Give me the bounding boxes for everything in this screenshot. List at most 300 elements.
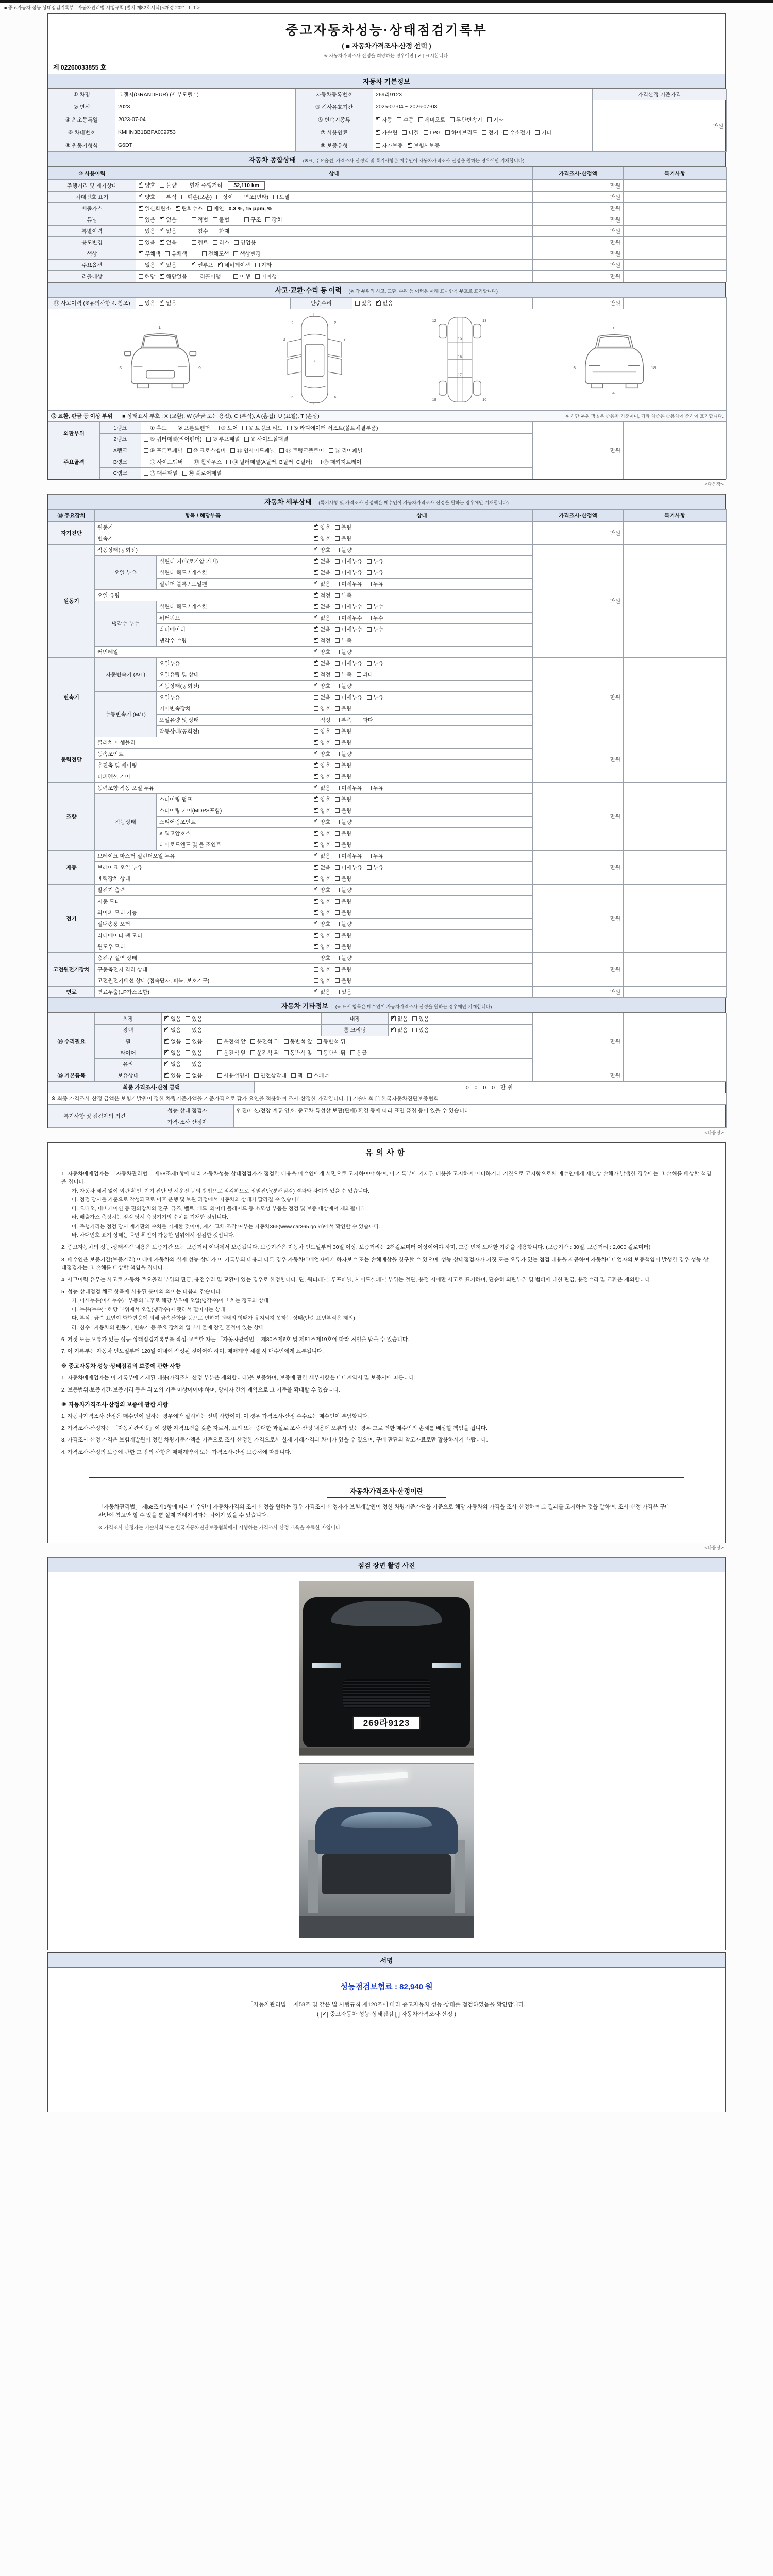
detail-item: 구동축전지 격리 상태 <box>95 964 311 975</box>
insurance-fee-label: 성능점검보험료 : <box>340 1982 397 1992</box>
note-cell <box>624 203 727 214</box>
overall-note: (※표, 주요옵션, 가격조사·산정액 및 특기사항은 매수인이 자동차가격조사·산정을 원하는 경우에만 기재합니다) <box>303 158 525 163</box>
checkbox-checked <box>408 143 412 148</box>
trans-label: ⑤ 변속기종류 <box>296 113 373 126</box>
note-cell <box>624 214 727 226</box>
option-checked: ✔ 없음 <box>314 660 330 667</box>
car-diagram-underbody <box>415 313 505 406</box>
overall-item-label: 주요옵션 <box>48 260 136 271</box>
notice-line: 1. 자동차매매업자는 이 기록부에 기재된 내용(가격조사·산정 부분은 제외합니다)을 보증하며, 보증에 관한 세부사항은 매매계약서 및 보증서에 따릅니다. <box>61 1375 416 1381</box>
detail-state <box>311 669 533 681</box>
checkbox-checked <box>314 638 318 643</box>
final-price-row <box>48 1082 727 1093</box>
option-checked: ✔ 양호 <box>314 876 330 882</box>
opinion-row-2 <box>48 1116 727 1128</box>
checkbox-unchecked <box>250 1050 255 1055</box>
checkbox-unchecked <box>335 978 340 983</box>
option-unchecked: 부식 <box>160 194 176 200</box>
detail-item: 배력장치 상태 <box>95 873 311 885</box>
option-unchecked: 동반석 뒤 <box>317 1050 346 1056</box>
option-unchecked: 구조 <box>244 217 261 223</box>
basic-items-row <box>48 1070 727 1081</box>
option-unchecked: 누수 <box>367 626 383 633</box>
option-unchecked: ⑲ 패키지트레이 <box>317 459 361 465</box>
repair-item-label: 타이어 <box>95 1047 162 1059</box>
rank-label: 2랭크 <box>100 434 141 445</box>
overall-state-cell <box>136 180 533 192</box>
checkbox-unchecked <box>335 650 340 654</box>
detail-note: (특기사항 및 가격조사·산정액은 매수인이 자동차가격조사·산정을 원하는 경우에만 기재합니다) <box>318 500 509 505</box>
checkbox-checked <box>160 217 164 222</box>
option-unchecked: 과다 <box>357 672 373 678</box>
device-group: 연료 <box>48 987 95 998</box>
rank-label: 1랭크 <box>100 422 141 434</box>
overall-col-use: ⑩ 사용이력 <box>48 167 136 180</box>
detail-row <box>48 545 727 556</box>
note-cell <box>624 783 727 851</box>
detail-item: 오일누유 <box>157 658 311 669</box>
car-windshield-reflection <box>341 1812 432 1828</box>
accident-note: (※ 각 부위의 사고, 교환, 수리 등 이력은 아래 표시항목 부호로 표기합니다) <box>348 289 498 294</box>
option-unchecked: 양호 <box>314 967 330 973</box>
inspector-role: 성능·상태 점검자 <box>141 1105 234 1116</box>
vin-value: KMHN3B1BBPA009753 <box>115 126 296 139</box>
detail-item: 작동상태(공회전) <box>157 681 311 692</box>
detail-item: 추진축 및 베어링 <box>95 760 311 771</box>
signature-title-bar <box>48 1953 725 1968</box>
car-diagram-cell <box>48 309 727 411</box>
option-checked: ✔ 양호 <box>314 921 330 927</box>
option-unchecked: 운전석 앞 <box>217 1039 246 1045</box>
checkbox-unchecked <box>335 718 340 722</box>
checkbox-unchecked <box>186 1073 190 1078</box>
svg-text:18: 18 <box>432 397 436 402</box>
option-unchecked: 불량 <box>335 740 351 746</box>
checkbox-unchecked <box>217 1039 222 1044</box>
basic-row-2 <box>48 100 727 113</box>
notice-line: 6. 거짓 또는 오류가 있는 성능·상태점검기록부를 작성·교부한 자는 「자동차관리법」 제80조제6호 및 제81조제19호에 따라 처벌을 받을 수 있습니다. <box>61 1336 409 1343</box>
accident-history-row <box>48 298 727 309</box>
option-unchecked: 수동 <box>397 117 413 123</box>
detail-state <box>311 579 533 590</box>
option-group <box>244 217 287 223</box>
rank-table <box>48 422 727 479</box>
option-unchecked: 불량 <box>335 751 351 757</box>
option-unchecked: 누유 <box>367 581 383 587</box>
option-checked: ✔ 네비게이션 <box>218 262 250 268</box>
repair-item-state <box>162 1025 322 1036</box>
checkbox-unchecked <box>335 627 340 632</box>
overall-state-cell <box>136 248 533 260</box>
section-photos <box>47 1557 726 1950</box>
extra-label: 현재 주행거리 <box>189 182 223 189</box>
option-unchecked: 과다 <box>357 717 373 723</box>
checkbox-unchecked <box>335 956 340 960</box>
checkbox-unchecked <box>192 217 196 222</box>
checkbox-unchecked <box>314 706 318 711</box>
checkbox-unchecked <box>192 240 196 245</box>
overall-table <box>48 167 727 282</box>
svg-text:3: 3 <box>283 336 285 342</box>
checkbox-unchecked <box>314 956 318 960</box>
detail-state <box>311 635 533 647</box>
section-overview <box>47 13 726 480</box>
note-cell <box>624 226 727 237</box>
overall-title-bar <box>48 152 725 167</box>
note-cell <box>624 885 727 953</box>
accident-title-bar <box>48 282 725 297</box>
detail-state <box>311 624 533 635</box>
legal-confirmation-line: 「자동차관리법」 제58조 및 같은 법 시행규칙 제120조에 따라 중고자동차 성능·상태를 점검하였음을 확인합니다. <box>247 2002 526 2008</box>
option-checked: ✔ 양호 <box>314 536 330 542</box>
next-page-marker: <다음장> <box>704 482 724 487</box>
option-unchecked: 있음 <box>412 1016 429 1022</box>
checkbox-checked <box>314 876 318 881</box>
car-headlight-left <box>312 1663 341 1668</box>
svg-text:3: 3 <box>343 336 346 342</box>
checkbox-unchecked <box>335 593 340 598</box>
basic-items-state <box>162 1070 533 1081</box>
option-unchecked: 동반석 뒤 <box>317 1039 346 1045</box>
option-unchecked: 불량 <box>160 182 176 189</box>
note-cell <box>624 260 727 271</box>
option-checked: ✔ 없음 <box>160 240 176 246</box>
checkbox-unchecked <box>335 899 340 904</box>
detail-row <box>48 737 727 749</box>
option-unchecked: 있음 <box>186 1039 202 1045</box>
option-checked: ✔ 없음 <box>164 1039 181 1045</box>
final-price-value: 0 0 0 0 만원 <box>255 1082 727 1093</box>
car-underbody <box>322 1854 451 1894</box>
option-unchecked: ⑦ 루프패널 <box>206 436 240 443</box>
note-cell <box>624 1070 727 1081</box>
detail-state <box>311 919 533 930</box>
rank-parts <box>141 434 533 445</box>
detail-state <box>311 862 533 873</box>
checkbox-unchecked <box>217 1073 222 1078</box>
device-group: 자기진단 <box>48 522 95 545</box>
checkbox-unchecked <box>335 616 340 620</box>
overall-row <box>48 260 727 271</box>
detail-item: 브레이크 오일 누유 <box>95 862 311 873</box>
svg-text:18: 18 <box>651 365 656 370</box>
detail-state <box>311 783 533 794</box>
price-cell: 만원 <box>533 658 624 737</box>
detail-state <box>311 681 533 692</box>
device-group: 고전원전기장치 <box>48 953 95 987</box>
overall-state-cell <box>136 271 533 282</box>
checkbox-unchecked <box>367 854 372 858</box>
option-unchecked: 미세누유 <box>335 581 362 587</box>
checkbox-unchecked <box>335 570 340 575</box>
device-subgroup: 수동변속기 (M/T) <box>95 692 157 737</box>
detail-state <box>311 567 533 579</box>
device-group: 전기 <box>48 885 95 953</box>
first-reg-value: 2023-07-04 <box>115 113 296 126</box>
option-unchecked: 불량 <box>335 762 351 769</box>
checkbox-unchecked <box>250 1039 255 1044</box>
price-cell: 만원 <box>533 737 624 783</box>
option-checked: ✔ 일산화탄소 <box>139 206 171 212</box>
warranty-options <box>373 139 593 152</box>
option-unchecked: 미세누유 <box>335 694 362 701</box>
checkbox-unchecked <box>165 251 170 256</box>
price-cell: 만원 <box>533 953 624 987</box>
option-unchecked: 있음 <box>139 300 155 307</box>
price-cell: 만원 <box>533 271 624 282</box>
extra-label: 리콜이행 <box>199 274 221 280</box>
option-unchecked: 누유 <box>367 694 383 701</box>
checkbox-unchecked <box>335 990 340 994</box>
option-unchecked: 있음 <box>139 228 155 234</box>
option-unchecked: 불량 <box>335 728 351 735</box>
selection-line: ( [✔] 중고자동차 성능·상태점검 [ ] 자동차가격조사·산정 ) <box>316 2011 456 2018</box>
detail-col-note: 특기사항 <box>624 510 727 522</box>
price-cell: 만원 <box>533 545 624 658</box>
option-unchecked: 불량 <box>335 842 351 848</box>
checkbox-unchecked <box>279 448 284 453</box>
checkbox-checked <box>314 536 318 541</box>
checkbox-unchecked <box>186 1028 190 1032</box>
option-unchecked: ⑰ 트렁크플로어 <box>279 448 324 454</box>
option-unchecked: 운전석 앞 <box>217 1050 246 1056</box>
option-unchecked: ⑯ 플로어패널 <box>182 470 222 477</box>
option-unchecked: 불량 <box>335 796 351 803</box>
checkbox-unchecked <box>335 922 340 926</box>
checkbox-unchecked <box>186 1016 190 1021</box>
option-unchecked: 디젤 <box>402 130 418 136</box>
note-cell <box>624 737 727 783</box>
svg-text:13: 13 <box>482 318 487 324</box>
checkbox-unchecked <box>233 274 238 279</box>
detail-item: 고전원전기배선 상태 (접속단자, 피복, 보호기구) <box>95 975 311 987</box>
checkbox-unchecked <box>234 240 239 245</box>
option-checked: ✔ 양호 <box>314 842 330 848</box>
notices-body <box>48 1161 725 1467</box>
first-reg-label: ④ 최초등록일 <box>48 113 115 126</box>
checkbox-checked <box>164 1050 169 1055</box>
option-unchecked: 렌트 <box>192 240 208 246</box>
checkbox-unchecked <box>317 1039 322 1044</box>
detail-table <box>48 509 727 998</box>
notice-line: 바. 차대번호 표기 상태는 육안 확인이 가능한 범위에서 점검한 것입니다. <box>72 1233 235 1239</box>
notice-line: 라. 침수 : 자동차의 원동기, 변속기 등 주요 장치의 일부가 물에 잠긴 흔적이 있는 상태 <box>72 1325 264 1331</box>
overall-state-cell <box>136 203 533 214</box>
option-unchecked: 이행 <box>233 274 250 280</box>
detail-item: 타이로드엔드 및 볼 조인트 <box>157 839 311 851</box>
option-unchecked: ⑭ 필러패널(A필러, B필러, C필러) <box>226 459 312 465</box>
price-definition-note: ※ 가격조사·산정자는 기술사회 또는 한국자동차진단보증협회에서 시행하는 가격조사·산정 교육을 수료한 자입니다. <box>98 1525 342 1531</box>
detail-row <box>48 851 727 862</box>
checkbox-unchecked <box>335 548 340 552</box>
detail-state <box>311 975 533 987</box>
checkbox-checked <box>164 1028 169 1032</box>
document-header <box>48 14 725 60</box>
overall-row <box>48 237 727 248</box>
checkbox-unchecked <box>335 888 340 892</box>
option-unchecked: 있음 <box>186 1061 202 1067</box>
detail-state <box>311 601 533 613</box>
checkbox-checked <box>314 820 318 824</box>
checkbox-unchecked <box>445 130 450 135</box>
position-options <box>217 1050 372 1056</box>
appraiser-role: 가격·조사 산정자 <box>141 1116 234 1128</box>
svg-text:4: 4 <box>612 390 615 396</box>
checkbox-unchecked <box>172 426 176 430</box>
license-plate: 269라9123 <box>352 1716 421 1730</box>
option-unchecked: 도말 <box>273 194 290 200</box>
checkbox-checked <box>314 672 318 677</box>
car-diagram-rear <box>560 321 668 398</box>
svg-text:5: 5 <box>119 365 122 370</box>
option-unchecked: 불량 <box>335 706 351 712</box>
checkbox-checked <box>160 229 164 233</box>
document-sheet <box>47 13 726 2128</box>
checkbox-unchecked <box>335 661 340 666</box>
title-note: ※ 자동차가격조사·산정을 희망하는 경우에만 [ ✔ ] 표시합니다. <box>324 53 449 58</box>
detail-item: 기어변속장치 <box>157 703 311 715</box>
detail-state <box>311 873 533 885</box>
checkbox-unchecked <box>402 130 407 135</box>
checkbox-unchecked <box>335 536 340 541</box>
option-checked: ✔ 양호 <box>139 182 155 189</box>
detail-row <box>48 885 727 896</box>
option-unchecked: 없음 <box>139 262 155 268</box>
option-unchecked: 운전석 뒤 <box>250 1039 279 1045</box>
detail-title: 자동차 세부상태 <box>264 498 312 506</box>
checkbox-unchecked <box>535 130 540 135</box>
checkbox-unchecked <box>139 301 143 306</box>
year-label: ② 연식 <box>48 100 115 113</box>
note-cell <box>624 248 727 260</box>
opinion-row-1 <box>48 1105 727 1116</box>
note-cell <box>624 422 727 479</box>
accident-history-label: ⑪ 사고이력 (※유의사항 4. 참조) <box>48 298 136 309</box>
option-unchecked: 불량 <box>335 910 351 916</box>
checkbox-checked <box>314 616 318 620</box>
checkbox-unchecked <box>335 910 340 915</box>
car-diagram-top <box>270 313 360 406</box>
svg-text:15: 15 <box>458 336 462 341</box>
price-cell: 만원 <box>533 203 624 214</box>
option-unchecked: 불량 <box>335 876 351 882</box>
next-page-marker: <다음장> <box>704 1130 724 1136</box>
checkbox-unchecked <box>335 729 340 734</box>
detail-item: 변속기 <box>95 533 311 545</box>
detail-row <box>48 987 727 998</box>
svg-text:2: 2 <box>334 320 337 325</box>
detail-row <box>48 522 727 533</box>
detail-row <box>48 658 727 669</box>
option-unchecked: 전체도색 <box>202 251 229 257</box>
option-unchecked: 동반석 앞 <box>284 1039 313 1045</box>
checkbox-unchecked <box>186 1050 190 1055</box>
notice-line: 가. 미세누유(미세누수) : 부품의 노후로 해당 부위에 오일(냉각수)이 비치는 정도의 상태 <box>72 1298 269 1304</box>
overall-item-label: 차대번호 표기 <box>48 192 136 203</box>
detail-title-bar <box>48 494 725 509</box>
status-code-legend: ■ 상태표시 부호 : X (교환), W (판금 또는 용접), C (부식), A (흠집), U (요철), T (손상) <box>122 413 320 419</box>
checkbox-checked <box>314 786 318 790</box>
notice-line: 4. 사고이력 유무는 사고로 자동차 주요골격 부위의 판금, 용접수리 및 교환이 있는 경우로 한정합니다. 단, 쿼터패널, 루프패널, 사이드실패널 부위는 절단, 용접 시에만 사고로 표기하며, 단순히 외판부위 및 범퍼에 대한 판금, 용접수리 및 교환은 제외합니다. <box>61 1277 652 1283</box>
option-unchecked: 불량 <box>335 978 351 984</box>
option-unchecked: 양호 <box>314 978 330 984</box>
reg-no-label: 자동차등록번호 <box>296 89 373 100</box>
checkbox-checked <box>176 206 180 211</box>
position-options <box>217 1039 350 1045</box>
checkbox-unchecked <box>412 1016 417 1021</box>
overall-row <box>48 214 727 226</box>
checkbox-unchecked <box>139 229 143 233</box>
checkbox-checked <box>376 130 380 135</box>
detail-state <box>311 760 533 771</box>
option-checked: ✔ 양호 <box>314 762 330 769</box>
checkbox-unchecked <box>314 695 318 700</box>
overall-item-label: 용도변경 <box>48 237 136 248</box>
option-unchecked: 미세누유 <box>335 853 362 859</box>
final-price-table <box>48 1081 727 1105</box>
option-unchecked: 미세누수 <box>335 626 362 633</box>
price-cell: 만원 <box>533 180 624 192</box>
checkbox-unchecked <box>230 448 235 453</box>
option-checked: ✔ 양호 <box>314 649 330 655</box>
checkbox-checked <box>314 797 318 802</box>
option-unchecked: 침수 <box>192 228 208 234</box>
note-cell <box>624 545 727 658</box>
inspect-label: ③ 검사유효기간 <box>296 100 373 113</box>
checkbox-checked <box>160 274 164 279</box>
checkbox-unchecked <box>412 1028 417 1032</box>
option-checked: ✔ 양호 <box>314 740 330 746</box>
option-unchecked: ⑮ 대쉬패널 <box>144 470 178 477</box>
option-unchecked: 색상변경 <box>233 251 261 257</box>
option-checked: ✔ 적정 <box>314 638 330 644</box>
repair-item-label: 유리 <box>95 1059 162 1070</box>
inspection-photo-underbody <box>299 1763 474 1938</box>
detail-item: 클러치 어셈블리 <box>95 737 311 749</box>
overall-row <box>48 203 727 214</box>
checkbox-unchecked <box>186 1039 190 1044</box>
price-cell: 만원 <box>533 851 624 885</box>
appraiser-opinion <box>234 1116 727 1128</box>
option-unchecked: 기타 <box>255 262 272 268</box>
option-checked: ✔ 없음 <box>314 570 330 576</box>
checkbox-unchecked <box>314 967 318 972</box>
car-name-label: ① 차명 <box>48 89 115 100</box>
detail-item: 오일 유량 <box>95 590 311 601</box>
title-option-line: ( ■ 자동차가격조사·산정 선택 ) <box>342 42 431 50</box>
insurance-fee-value: 82,940 원 <box>399 1982 433 1992</box>
option-unchecked: 불량 <box>335 933 351 939</box>
overall-col-price: 가격조사·산정액 <box>533 167 624 180</box>
checkbox-checked <box>314 548 318 552</box>
checkbox-unchecked <box>357 718 361 722</box>
option-unchecked: 누유 <box>367 660 383 667</box>
price-cell: 만원 <box>533 885 624 953</box>
repair-item-state <box>162 1047 533 1059</box>
option-unchecked: 잭 <box>291 1073 303 1079</box>
checkbox-unchecked <box>335 854 340 858</box>
note-cell <box>624 987 727 998</box>
checkbox-unchecked <box>217 1050 222 1055</box>
checkbox-checked <box>314 684 318 688</box>
checkbox-checked <box>314 899 318 904</box>
basic-info-title-bar <box>48 74 725 89</box>
overall-state-cell <box>136 192 533 203</box>
option-unchecked: 미세누유 <box>335 570 362 576</box>
option-checked: ✔ 없음 <box>314 785 330 791</box>
basic-info-title: 자동차 기본정보 <box>363 78 410 86</box>
checkbox-checked <box>314 661 318 666</box>
